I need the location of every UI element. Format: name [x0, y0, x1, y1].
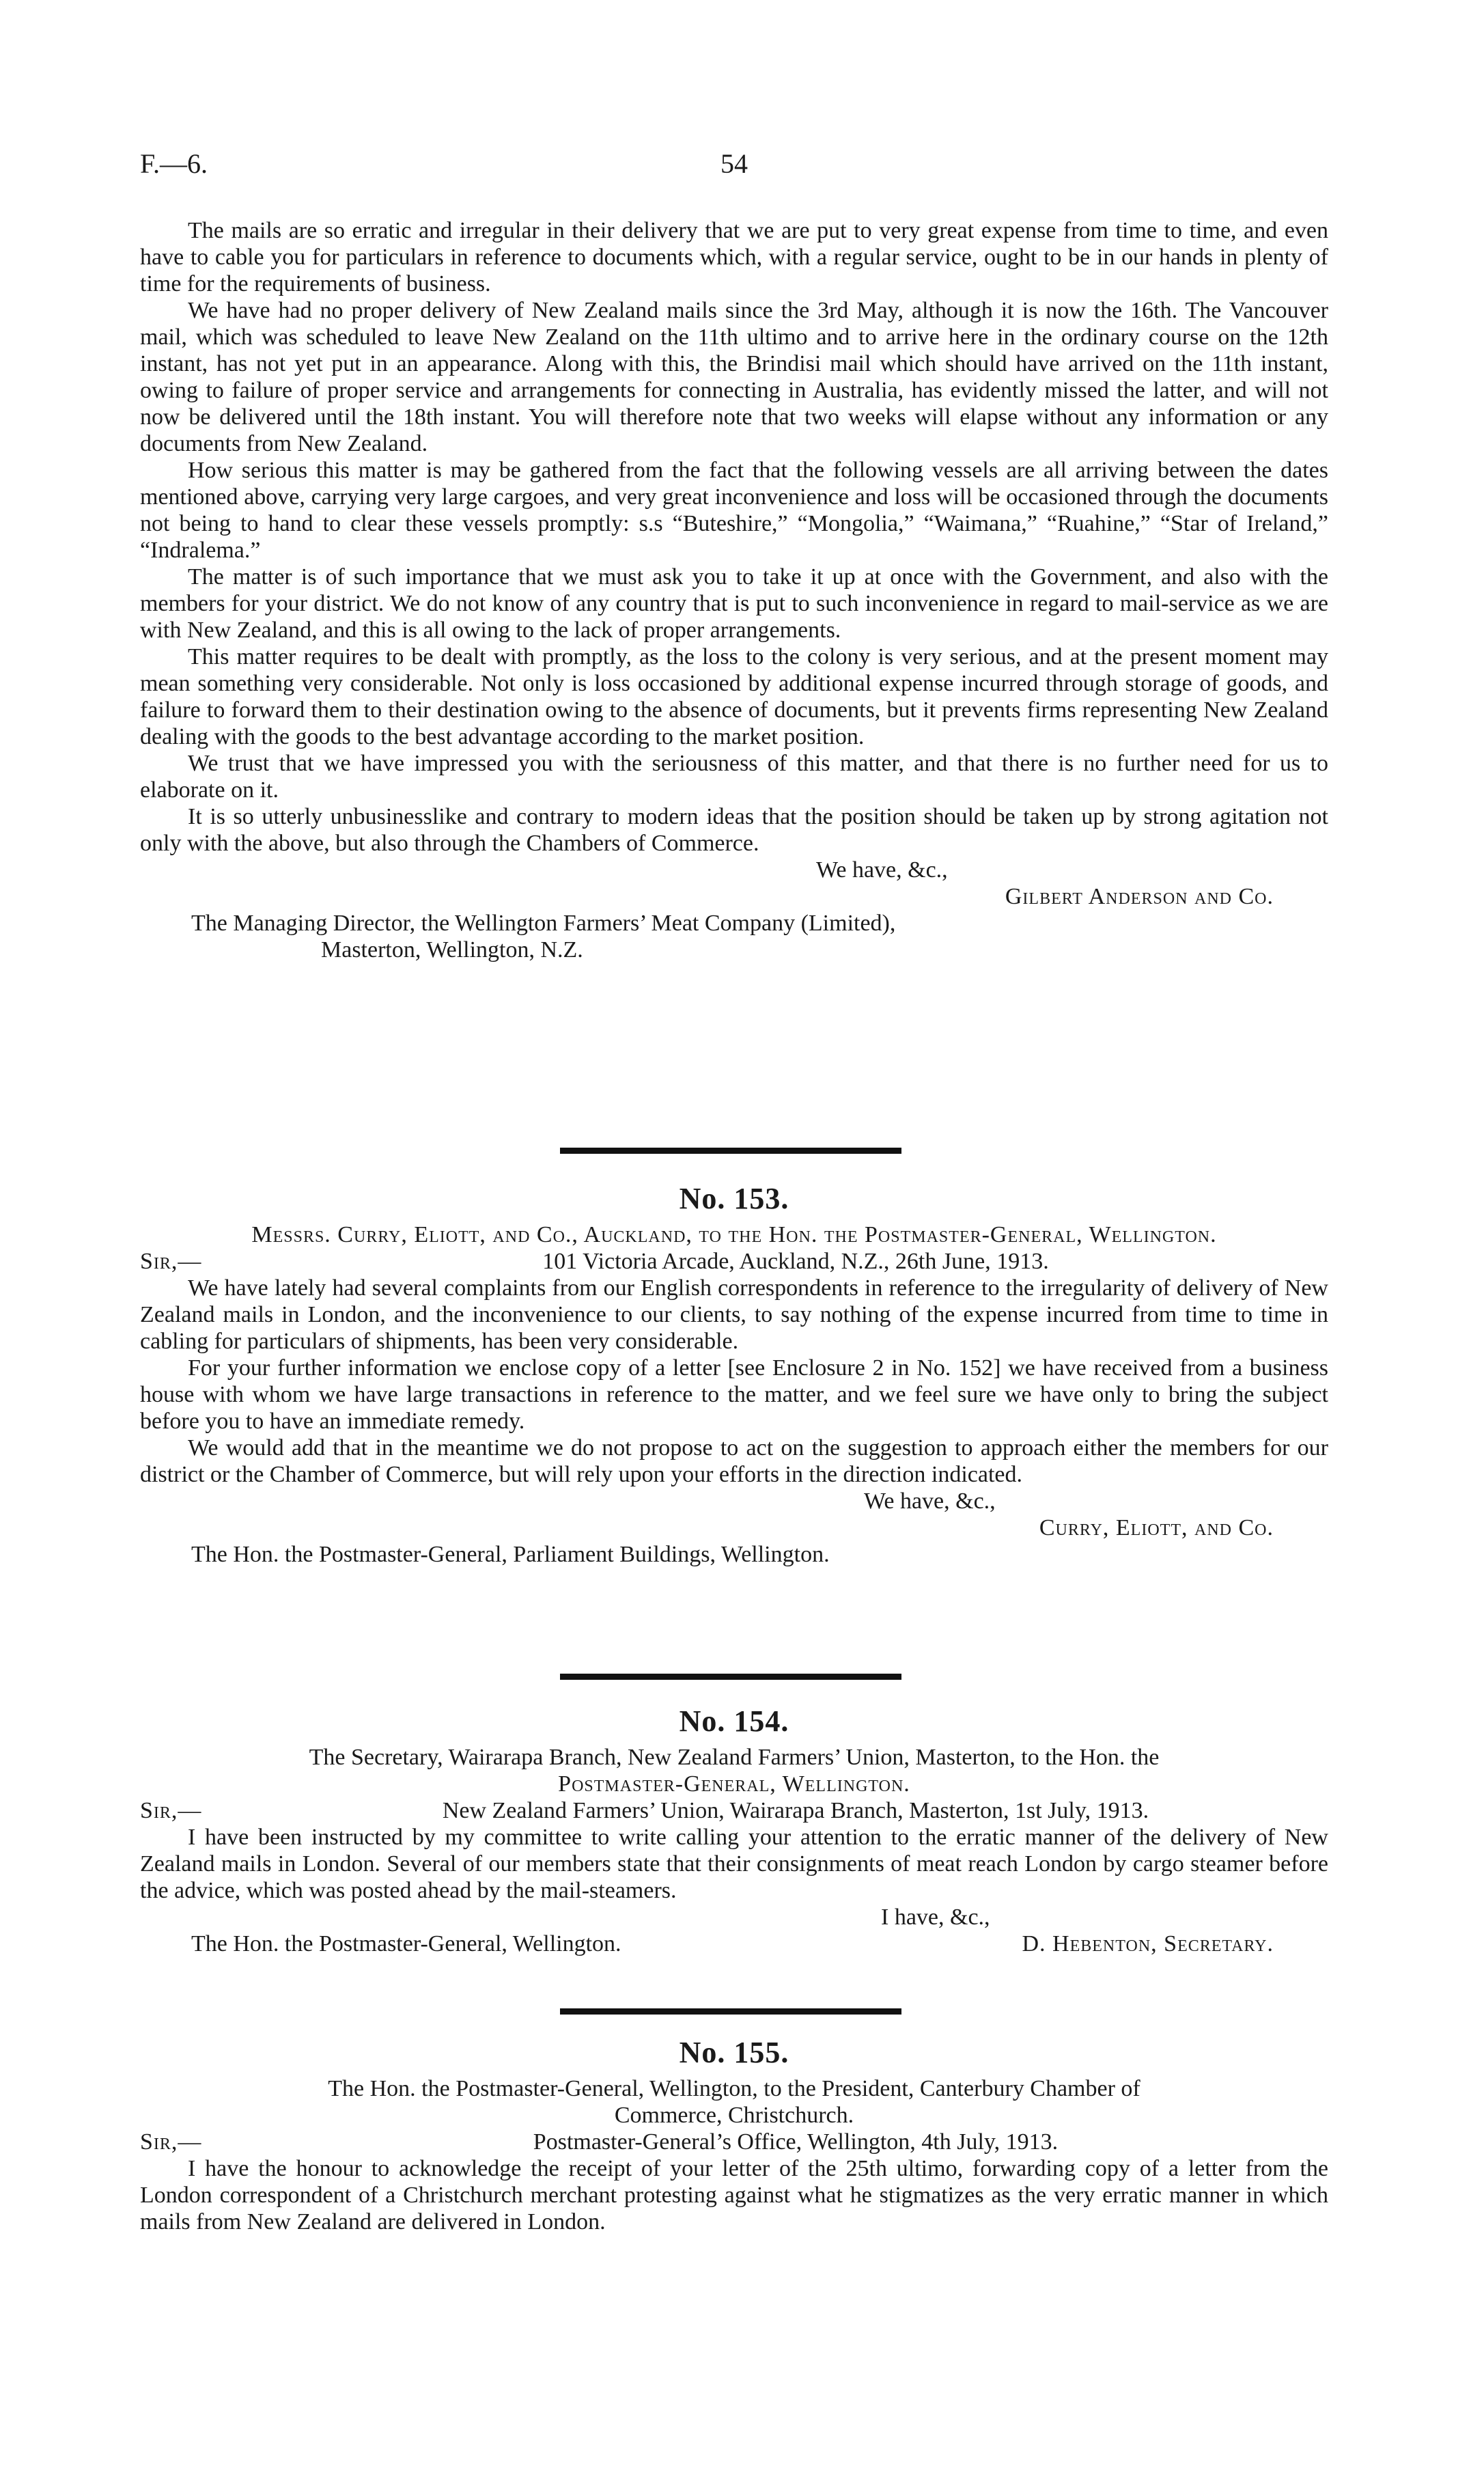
- document-reference: F.—6.: [140, 148, 208, 179]
- from-to-line: Postmaster-General, Wellington.: [558, 1771, 910, 1797]
- page-number: 54: [720, 148, 748, 179]
- paragraph: We have lately had several complaints from our English correspondents in reference to the irregularity of delivery of New Zealand mails in London, and the inconvenience to our clients, to say nothing of the expense incurred from time to time in cabling for particulars of shipments, has been very considerable.: [140, 1275, 1328, 1354]
- letter-155: [140, 2036, 1328, 2235]
- addressee: The Hon. the Postmaster-General, Parliament Buildings, Wellington.: [191, 1542, 830, 1567]
- signature: Gilbert Anderson and Co.: [1005, 884, 1274, 909]
- addressee: The Hon. the Postmaster-General, Wellington.: [191, 1931, 621, 1956]
- addressee: The Managing Director, the Wellington Farmers’ Meat Company (Limited),: [191, 911, 896, 936]
- letter-heading: No. 154.: [679, 1704, 789, 1738]
- letter-heading: No. 153.: [679, 1182, 789, 1215]
- paragraph: We have had no proper delivery of New Zealand mails since the 3rd May, although it is now the 16th. The Vancouver mail, which was scheduled to leave New Zealand on the 11th ultimo and to arrive here in the ordinary course on the 12th instant, has not yet put in an appearance. Along with this, the Brindisi mail which should have arrived on the 11th instant, owing to failure of proper service and arrangements for connecting in Australia, has evidently missed the latter, and will not now be delivered until the 18th instant. You will therefore note that two weeks will elapse without any information or any documents from New Zealand.: [140, 298, 1328, 456]
- letter-heading: No. 155.: [679, 2036, 789, 2069]
- paragraph: It is so utterly unbusinesslike and contrary to modern ideas that the position should be taken up by strong agitation not only with the above, but also through the Chambers of Commerce.: [140, 804, 1328, 856]
- address-date: 101 Victoria Arcade, Auckland, N.Z., 26th June, 1913.: [542, 1249, 1049, 1274]
- paragraph: How serious this matter is may be gathered from the fact that the following vessels are all arriving between the dates mentioned above, carrying very large cargoes, and very great inconvenience and loss will be occasioned through the documents not being to hand to clear these vessels promptly: s.s “Buteshire,” “Mongolia,” “Waimana,” “Ruahine,” “Star of Ireland,” “Indralema.”: [140, 458, 1328, 563]
- paragraph: The matter is of such importance that we must ask you to take it up at once with the Government, and also with the members for your district. We do not know of any country that is put to such inconvenience in regard to mail-service as we are with New Zealand, and this is all owing to the lack of proper arrangements.: [140, 564, 1328, 643]
- letter-154: [140, 1704, 1328, 1957]
- letter-153: [140, 1182, 1328, 1568]
- salutation-address-line: [140, 1248, 1328, 1275]
- page-header: [140, 150, 1328, 184]
- salutation-address-line: [140, 2129, 1328, 2155]
- paragraph: The mails are so erratic and irregular in their delivery that we are put to very great expense from time to time, and even have to cable you for particulars in reference to documents which, with a regular service, ought to be in our hands in plenty of time for the requirements of business.: [140, 218, 1328, 296]
- section-divider: [560, 1148, 901, 1154]
- salutation: Sir,—: [140, 2129, 202, 2155]
- addressee-address: Masterton, Wellington, N.Z.: [321, 937, 583, 963]
- salutation-address-line: [140, 1797, 1328, 1824]
- closing: We have, &c.,: [816, 857, 948, 883]
- paragraph: I have the honour to acknowledge the receipt of your letter of the 25th ultimo, forwarding copy of a letter from the London correspondent of a Christchurch merchant protesting against what he stigmatizes as the very erratic manner in which mails from New Zealand are delivered in London.: [140, 2156, 1328, 2234]
- from-to-line: Commerce, Christchurch.: [614, 2103, 854, 2128]
- from-to-line: The Secretary, Wairarapa Branch, New Zealand Farmers’ Union, Masterton, to the Hon. the: [309, 1745, 1160, 1770]
- paragraph: We trust that we have impressed you with the seriousness of this matter, and that there is no further need for us to elaborate on it.: [140, 751, 1328, 803]
- salutation: Sir,—: [140, 1249, 202, 1274]
- sign-off-row: [140, 1931, 1328, 1957]
- salutation: Sir,—: [140, 1798, 202, 1823]
- paragraph: This matter requires to be dealt with promptly, as the loss to the colony is very serious, and at the present moment may mean something very considerable. Not only is loss occasioned by additional expense incurred through storage of goods, and failure to forward them to their destination owing to the absence of documents, but it prevents firms representing New Zealand dealing with the goods to the best advantage according to the market position.: [140, 644, 1328, 749]
- paragraph: We would add that in the meantime we do not propose to act on the suggestion to approach either the members for our district or the Chamber of Commerce, but will rely upon your efforts in the direction indicated.: [140, 1435, 1328, 1487]
- closing: I have, &c.,: [881, 1905, 990, 1930]
- signature: D. Hebenton, Secretary.: [1022, 1931, 1274, 1956]
- address-date: Postmaster-General’s Office, Wellington, 4th July, 1913.: [533, 2129, 1059, 2155]
- from-to-line: Messrs. Curry, Eliott, and Co., Auckland, to the Hon. the Postmaster-General, Wellington.: [251, 1222, 1217, 1247]
- signature: Curry, Eliott, and Co.: [1039, 1515, 1274, 1540]
- address-date: New Zealand Farmers’ Union, Wairarapa Branch, Masterton, 1st July, 1913.: [442, 1798, 1149, 1823]
- paragraph: I have been instructed by my committee to write calling your attention to the erratic manner of the delivery of New Zealand mails in London. Several of our members state that their consignments of meat reach London by cargo steamer before the advice, which was posted ahead by the mail-steamers.: [140, 1825, 1328, 1903]
- letter-152-continuation: [140, 217, 1328, 963]
- section-divider: [560, 1674, 901, 1680]
- from-to-line: The Hon. the Postmaster-General, Wellington, to the President, Canterbury Chamber of: [328, 2076, 1140, 2101]
- paragraph: For your further information we enclose copy of a letter [see Enclosure 2 in No. 152] we have received from a business house with whom we have large transactions in reference to the matter, and we feel sure we have only to bring the subject before you to have an immediate remedy.: [140, 1355, 1328, 1434]
- section-divider: [560, 2008, 901, 2015]
- closing: We have, &c.,: [864, 1489, 996, 1514]
